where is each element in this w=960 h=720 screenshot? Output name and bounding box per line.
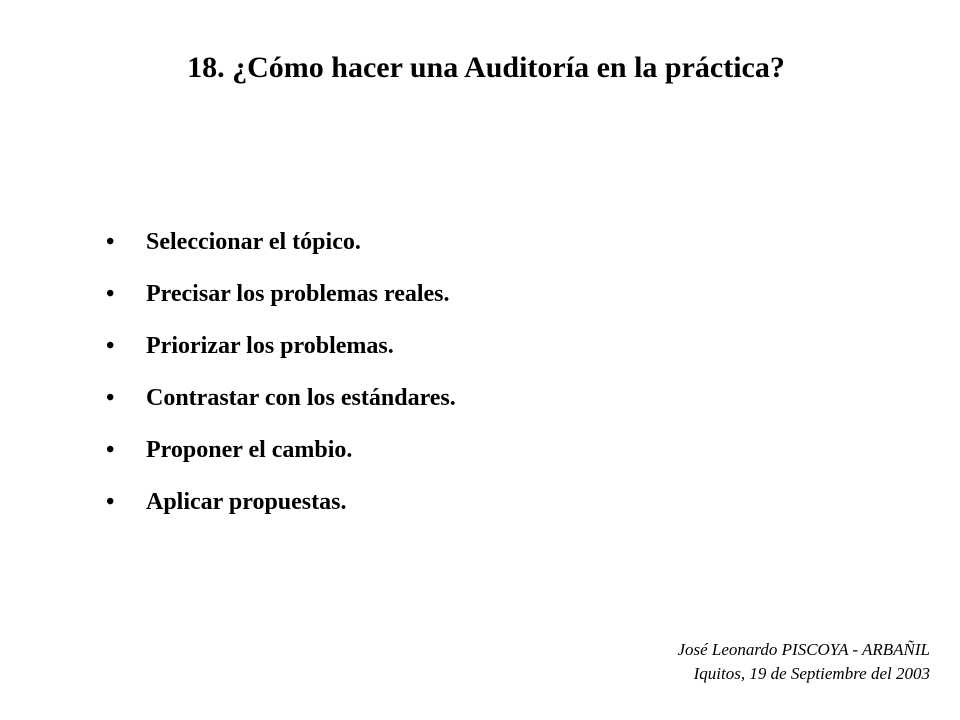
bullet-icon: • (106, 333, 115, 359)
bullet-list (106, 216, 456, 528)
bullet-icon: • (106, 489, 115, 515)
bullet-text: Seleccionar el tópico. (146, 228, 361, 255)
bullet-text: Precisar los problemas reales. (146, 280, 450, 307)
bullet-icon: • (106, 437, 115, 463)
footer (677, 638, 930, 686)
bullet-item-5 (106, 424, 456, 476)
bullet-icon: • (106, 281, 115, 307)
bullet-item-6 (106, 476, 456, 528)
bullet-text: Proponer el cambio. (146, 436, 353, 463)
bullet-text: Contrastar con los estándares. (146, 384, 456, 411)
bullet-icon: • (106, 385, 115, 411)
bullet-item-2 (106, 268, 456, 320)
bullet-item-4 (106, 372, 456, 424)
footer-author: José Leonardo PISCOYA - ARBAÑIL (677, 640, 930, 659)
bullet-text: Aplicar propuestas. (146, 488, 347, 515)
footer-place-date: Iquitos, 19 de Septiembre del 2003 (693, 664, 930, 683)
bullet-text: Priorizar los problemas. (146, 332, 394, 359)
bullet-item-3 (106, 320, 456, 372)
slide-title: 18. ¿Cómo hacer una Auditoría en la práctica? (187, 51, 785, 84)
bullet-item-1 (106, 216, 456, 268)
bullet-icon: • (106, 229, 115, 255)
